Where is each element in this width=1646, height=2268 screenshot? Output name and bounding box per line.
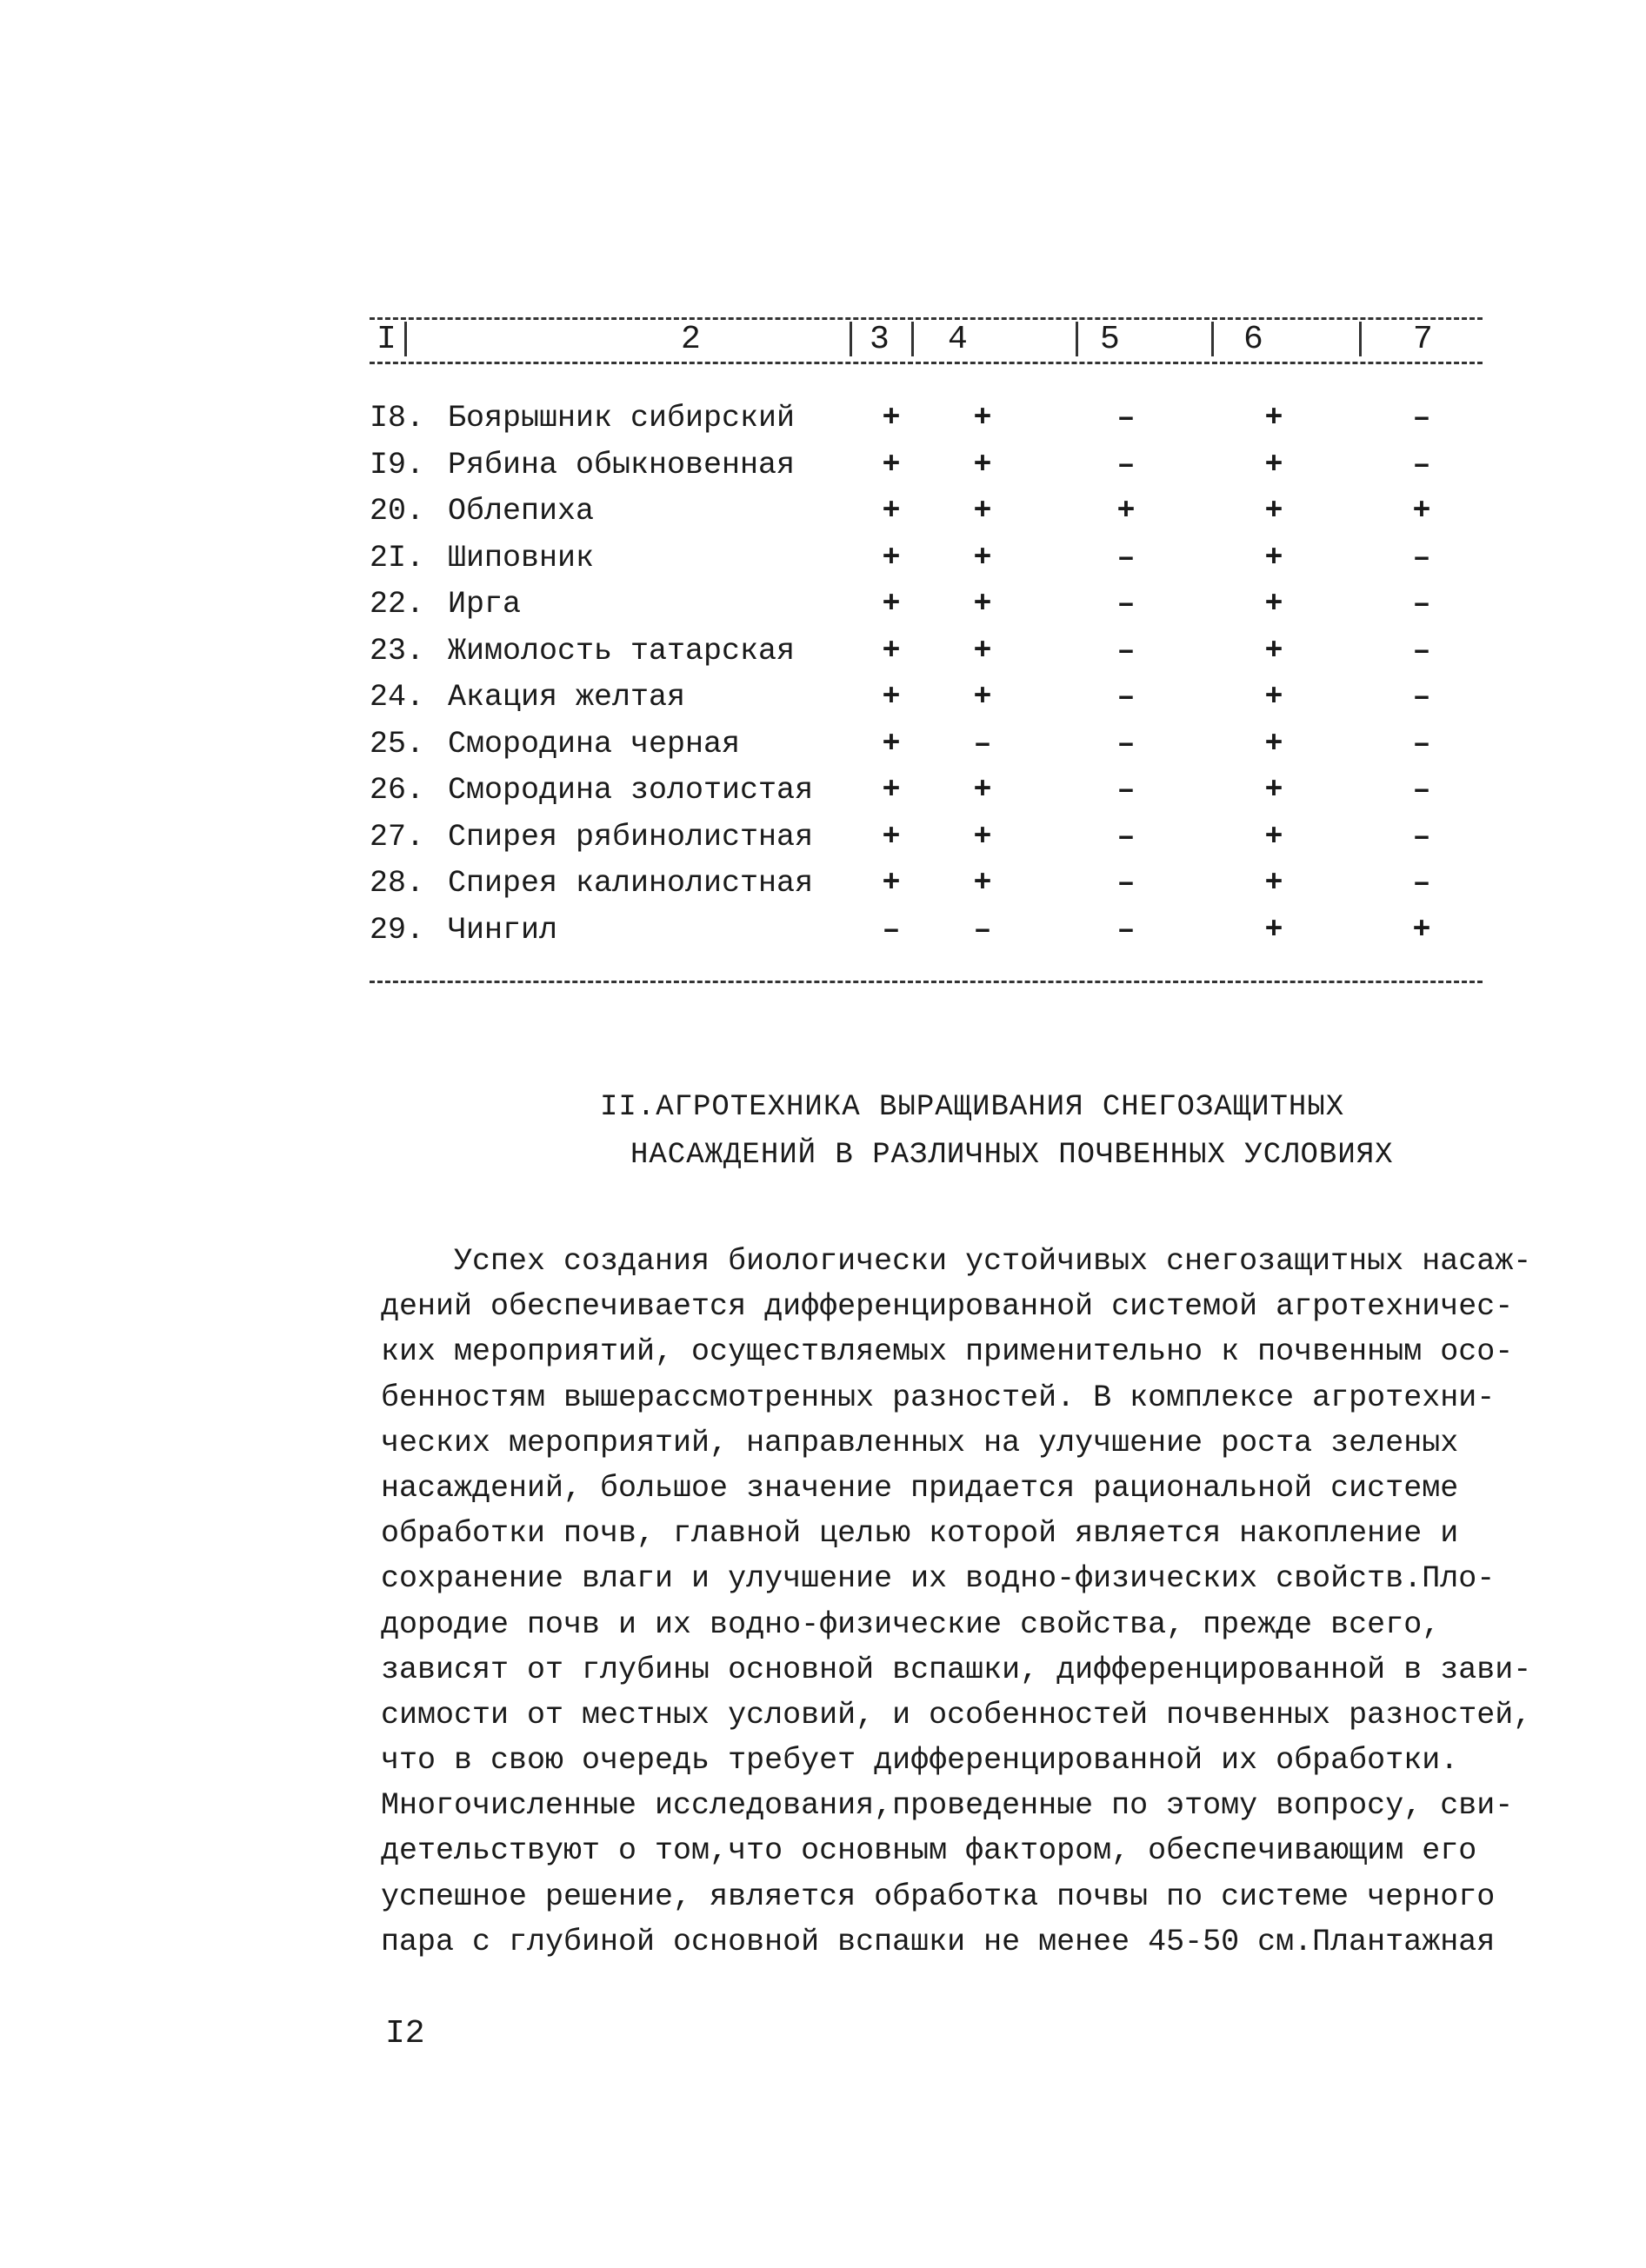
species-name: Смородина золотистая (448, 773, 814, 808)
table-header (370, 317, 1483, 364)
body-line: обработки почв, главной целью которой является накопление и (381, 1516, 1459, 1552)
mark-col-5: – (1116, 726, 1136, 762)
mark-col-5: – (1116, 773, 1136, 808)
table-row (370, 629, 1500, 675)
row-number: 29. (370, 912, 425, 948)
mark-col-7: – (1412, 633, 1431, 668)
mark-col-7: – (1412, 587, 1431, 622)
body-line: насаждений, большое значение придается рациональной системе (381, 1470, 1459, 1506)
mark-col-7: – (1412, 819, 1431, 855)
species-name: Жимолость татарская (448, 633, 796, 668)
mark-col-3: – (882, 912, 901, 948)
row-number: 23. (370, 633, 425, 668)
table-row (370, 535, 1500, 582)
header-col-5: 5 (1100, 321, 1120, 358)
header-col-2: 2 (681, 321, 701, 358)
header-separator (1211, 322, 1214, 356)
header-separator (1359, 322, 1362, 356)
body-line: детельствуют о том,что основным фактором, обеспечивающим его (381, 1833, 1477, 1869)
mark-col-6: + (1264, 726, 1283, 762)
row-number: 24. (370, 680, 425, 715)
header-separator (1076, 322, 1078, 356)
mark-col-3: + (882, 726, 901, 762)
body-line: Многочисленные исследования,проведенные по этому вопросу, сви- (381, 1788, 1514, 1824)
mark-col-3: + (882, 587, 901, 622)
mark-col-7: – (1412, 680, 1431, 715)
mark-col-5: – (1116, 680, 1136, 715)
mark-col-5: – (1116, 540, 1136, 575)
body-line: дородие почв и их водно-физические свойства, прежде всего, (381, 1606, 1441, 1642)
row-number: 28. (370, 866, 425, 901)
row-number: 20. (370, 494, 425, 529)
body-line: пара с глубиной основной вспашки не менее 45-50 см.Плантажная (381, 1924, 1496, 1959)
mark-col-3: + (882, 494, 901, 529)
section-title-line-1: II.АГРОТЕХНИКА ВЫРАЩИВАНИЯ СНЕГОЗАЩИТНЫХ (600, 1091, 1345, 1124)
body-line: что в свою очередь требует дифференцированной их обработки. (381, 1743, 1459, 1779)
species-table (370, 396, 1500, 954)
mark-col-4: + (973, 447, 992, 482)
table-row (370, 489, 1500, 535)
body-line: Успех создания биологически устойчивых снегозащитных насаж- (381, 1244, 1532, 1279)
page-number: I2 (385, 2015, 425, 2052)
mark-col-7: – (1412, 773, 1431, 808)
mark-col-5: – (1116, 866, 1136, 901)
header-col-1: I (377, 321, 397, 358)
table-row (370, 722, 1500, 768)
mark-col-7: – (1412, 866, 1431, 901)
body-line: ких мероприятий, осуществляемых применительно к почвенным осо- (381, 1334, 1514, 1370)
mark-col-5: – (1116, 401, 1136, 436)
mark-col-4: + (973, 633, 992, 668)
table-bottom-rule (370, 981, 1483, 983)
mark-col-7: – (1412, 401, 1431, 436)
mark-col-6: + (1264, 866, 1283, 901)
species-name: Чингил (448, 912, 558, 948)
header-col-6: 6 (1243, 321, 1263, 358)
species-name: Боярышник сибирский (448, 401, 796, 436)
mark-col-3: + (882, 819, 901, 855)
table-row (370, 582, 1500, 629)
mark-col-5: – (1116, 912, 1136, 948)
mark-col-3: + (882, 401, 901, 436)
mark-col-6: + (1264, 819, 1283, 855)
mark-col-5: – (1116, 819, 1136, 855)
body-line: бенностям вышерассмотренных разностей. В комплексе агротехни- (381, 1380, 1496, 1415)
body-line: симости от местных условий, и особенностей почвенных разностей, (381, 1697, 1532, 1733)
mark-col-7: – (1412, 726, 1431, 762)
table-row (370, 442, 1500, 489)
mark-col-6: + (1264, 494, 1283, 529)
mark-col-5: – (1116, 633, 1136, 668)
mark-col-3: + (882, 866, 901, 901)
mark-col-7: + (1412, 912, 1431, 948)
mark-col-6: + (1264, 447, 1283, 482)
row-number: 22. (370, 587, 425, 622)
mark-col-3: + (882, 447, 901, 482)
mark-col-4: + (973, 680, 992, 715)
body-line: успешное решение, является обработка почвы по системе черного (381, 1879, 1496, 1914)
mark-col-5: + (1116, 494, 1136, 529)
row-number: I9. (370, 447, 425, 482)
body-line: ческих мероприятий, направленных на улучшение роста зеленых (381, 1425, 1459, 1460)
mark-col-7: – (1412, 447, 1431, 482)
mark-col-4: + (973, 494, 992, 529)
row-number: 25. (370, 726, 425, 762)
mark-col-3: + (882, 773, 901, 808)
mark-col-4: + (973, 401, 992, 436)
mark-col-6: + (1264, 680, 1283, 715)
row-number: 2I. (370, 540, 425, 575)
mark-col-3: + (882, 680, 901, 715)
mark-col-4: + (973, 866, 992, 901)
mark-col-4: – (973, 726, 992, 762)
species-name: Спирея калинолистная (448, 866, 814, 901)
header-separator (404, 322, 407, 356)
row-number: 27. (370, 819, 425, 855)
mark-col-4: + (973, 540, 992, 575)
mark-col-3: + (882, 540, 901, 575)
mark-col-6: + (1264, 540, 1283, 575)
table-row (370, 861, 1500, 908)
header-separator (850, 322, 852, 356)
row-number: I8. (370, 401, 425, 436)
species-name: Шиповник (448, 540, 595, 575)
mark-col-4: + (973, 773, 992, 808)
species-name: Облепиха (448, 494, 595, 529)
body-line: зависят от глубины основной вспашки, дифференцированной в зави- (381, 1652, 1532, 1687)
body-line: сохранение влаги и улучшение их водно-физических свойств.Пло- (381, 1561, 1496, 1597)
mark-col-6: + (1264, 587, 1283, 622)
mark-col-6: + (1264, 401, 1283, 436)
section-title-line-2: НАСАЖДЕНИЙ В РАЗЛИЧНЫХ ПОЧВЕННЫХ УСЛОВИЯХ (630, 1139, 1394, 1172)
mark-col-7: + (1412, 494, 1431, 529)
table-row (370, 768, 1500, 815)
header-col-7: 7 (1413, 321, 1433, 358)
table-row (370, 815, 1500, 861)
mark-col-6: + (1264, 912, 1283, 948)
mark-col-6: + (1264, 773, 1283, 808)
table-row (370, 396, 1500, 442)
header-separator (911, 322, 914, 356)
mark-col-3: + (882, 633, 901, 668)
mark-col-4: + (973, 587, 992, 622)
mark-col-5: – (1116, 587, 1136, 622)
mark-col-6: + (1264, 633, 1283, 668)
species-name: Ирга (448, 587, 522, 622)
mark-col-4: + (973, 819, 992, 855)
species-name: Смородина черная (448, 726, 741, 762)
header-col-4: 4 (948, 321, 968, 358)
mark-col-7: – (1412, 540, 1431, 575)
species-name: Спирея рябинолистная (448, 819, 814, 855)
table-row (370, 675, 1500, 722)
mark-col-4: – (973, 912, 992, 948)
table-row (370, 908, 1500, 954)
header-col-3: 3 (870, 321, 890, 358)
mark-col-5: – (1116, 447, 1136, 482)
species-name: Акация желтая (448, 680, 686, 715)
body-line: дений обеспечивается дифференцированной системой агротехничес- (381, 1289, 1514, 1325)
body-paragraph (381, 1239, 1532, 1965)
species-name: Рябина обыкновенная (448, 447, 796, 482)
row-number: 26. (370, 773, 425, 808)
